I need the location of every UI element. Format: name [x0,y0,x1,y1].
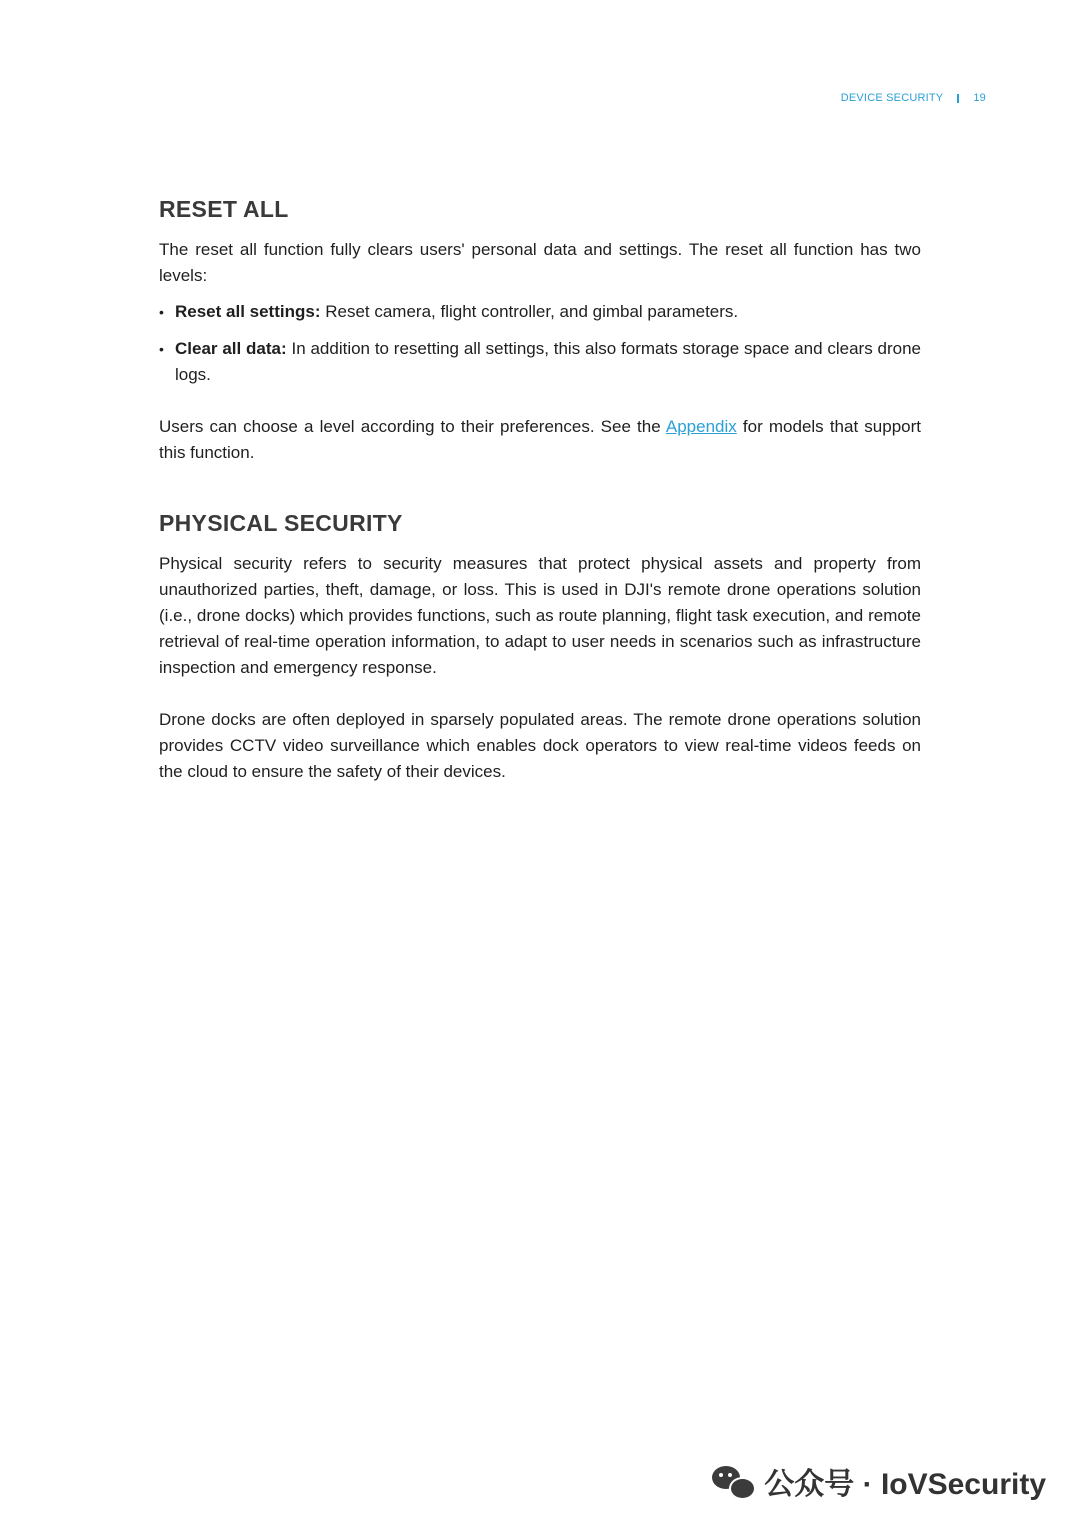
reset-levels-list [159,299,921,388]
physical-security-heading: PHYSICAL SECURITY [159,510,403,536]
reset-all-section [159,196,921,466]
wechat-icon [712,1464,754,1498]
list-item [159,299,921,325]
choose-text-after: for models that support this function. [159,417,922,462]
choose-text-before: Users can choose a level according to their preferences. See the [159,417,666,436]
bullet-term: Reset all settings: [175,302,321,321]
physical-security-section [159,510,921,785]
watermark [712,1459,1046,1503]
physical-security-paragraph-2: Drone docks are often deployed in sparsely populated areas. The remote drone operations solution provides CCTV video surveillance which enables dock operators to view real-time videos feeds on the cloud to ensure the safety of their devices. [159,710,921,781]
header-separator [957,94,959,103]
reset-all-intro: The reset all function fully clears users' personal data and settings. The reset all function has two levels: [159,240,921,285]
list-item [159,336,921,388]
bullet-text: Reset camera, flight controller, and gimbal parameters. [320,302,739,321]
choose-level-paragraph [159,414,921,466]
appendix-link[interactable]: Appendix [665,417,737,436]
page-header [841,92,986,104]
physical-security-paragraph-1: Physical security refers to security measures that protect physical assets and property from unauthorized parties, theft, damage, or loss. This is used in DJI's remote drone operations solution (i.e., drone docks) which provides functions, such as route planning, flight task execution, and remote retrieval of real-time operation information, to adapt to user needs in scenarios such as infrastructure inspection and emergency response. [159,554,921,677]
bullet-text: In addition to resetting all settings, this also formats storage space and clears drone logs. [175,339,921,384]
bullet-term: Clear all data: [175,339,287,358]
reset-all-heading: RESET ALL [159,196,289,222]
page-number: 19 [973,92,986,104]
page-content [159,196,921,785]
watermark-text: 公众号 · IoVSecurity [764,1468,1046,1501]
header-section-title: DEVICE SECURITY [840,92,944,104]
